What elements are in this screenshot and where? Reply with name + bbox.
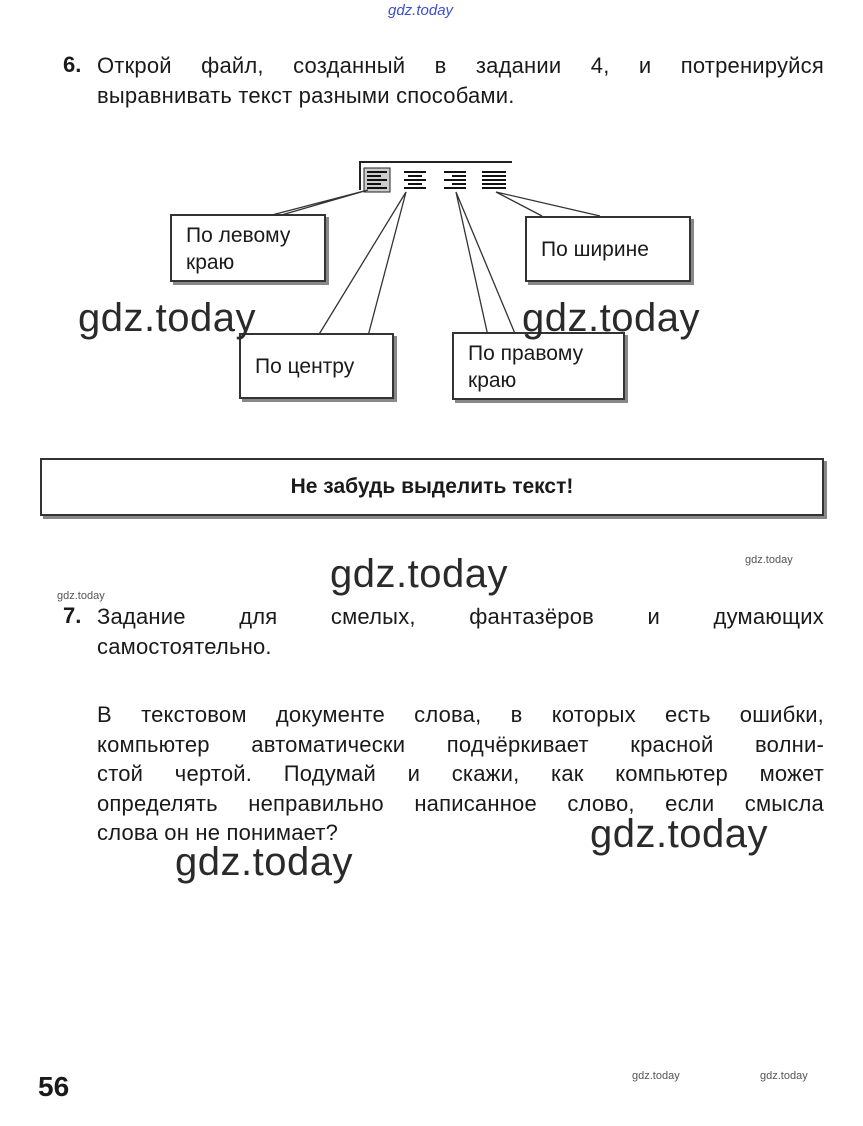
page-number: 56 bbox=[38, 1071, 70, 1102]
alignment-toolbar bbox=[360, 162, 512, 192]
align-left-icon[interactable] bbox=[364, 168, 390, 192]
task7-paragraph-line3: стой чертой. Подумай и скажи, как компьютер может bbox=[97, 761, 824, 786]
watermark-right: gdz.today bbox=[522, 296, 700, 340]
callout-align-right bbox=[452, 332, 625, 400]
callout-align-left-line2: краю bbox=[186, 251, 235, 274]
callout-align-right-line1: По правому bbox=[468, 342, 584, 365]
task6-number: 6. bbox=[63, 52, 82, 77]
task7-paragraph-line4: определять неправильно написанное слово, если смысла bbox=[97, 791, 824, 816]
task7-paragraph-line2: компьютер автоматически подчёркивает красной волни- bbox=[97, 732, 824, 757]
task7-line2: самостоятельно. bbox=[97, 634, 272, 659]
align-center-icon[interactable] bbox=[404, 172, 426, 188]
notice-box bbox=[40, 458, 824, 516]
callout-align-left bbox=[170, 214, 326, 282]
watermark-text-right: gdz.today bbox=[590, 812, 768, 856]
task7-number: 7. bbox=[63, 603, 82, 628]
task7-paragraph-line1: В текстовом документе слова, в которых есть ошибки, bbox=[97, 702, 824, 727]
callout-align-left-line1: По левому bbox=[186, 224, 291, 247]
callout-align-right-line2: краю bbox=[468, 369, 517, 392]
watermark-small-left: gdz.today bbox=[57, 590, 105, 602]
callout-align-center-label: По центру bbox=[255, 354, 355, 378]
align-right-icon[interactable] bbox=[444, 172, 466, 188]
task7-line1: Задание для смелых, фантазёров и думающих bbox=[97, 604, 824, 629]
task6-line2: выравнивать текст разными способами. bbox=[97, 83, 515, 108]
align-justify-icon[interactable] bbox=[482, 172, 506, 188]
watermark-left: gdz.today bbox=[78, 296, 256, 340]
watermark-small-right: gdz.today bbox=[745, 554, 793, 566]
callout-align-justify bbox=[525, 216, 691, 282]
task6-line1: Открой файл, созданный в задании 4, и потренируйся bbox=[97, 53, 824, 78]
watermark-bottom-left: gdz.today bbox=[175, 840, 353, 884]
watermark-footer-1: gdz.today bbox=[632, 1070, 680, 1082]
alignment-diagram bbox=[0, 150, 863, 410]
watermark-top: gdz.today bbox=[388, 2, 454, 19]
task7-paragraph-line5: слова он не понимает? bbox=[97, 820, 339, 845]
callout-align-justify-label: По ширине bbox=[541, 237, 649, 261]
watermark-footer-2: gdz.today bbox=[760, 1070, 808, 1082]
notice-text: Не забудь выделить текст! bbox=[290, 475, 574, 498]
watermark-mid: gdz.today bbox=[330, 552, 508, 596]
callout-align-center bbox=[239, 333, 394, 399]
